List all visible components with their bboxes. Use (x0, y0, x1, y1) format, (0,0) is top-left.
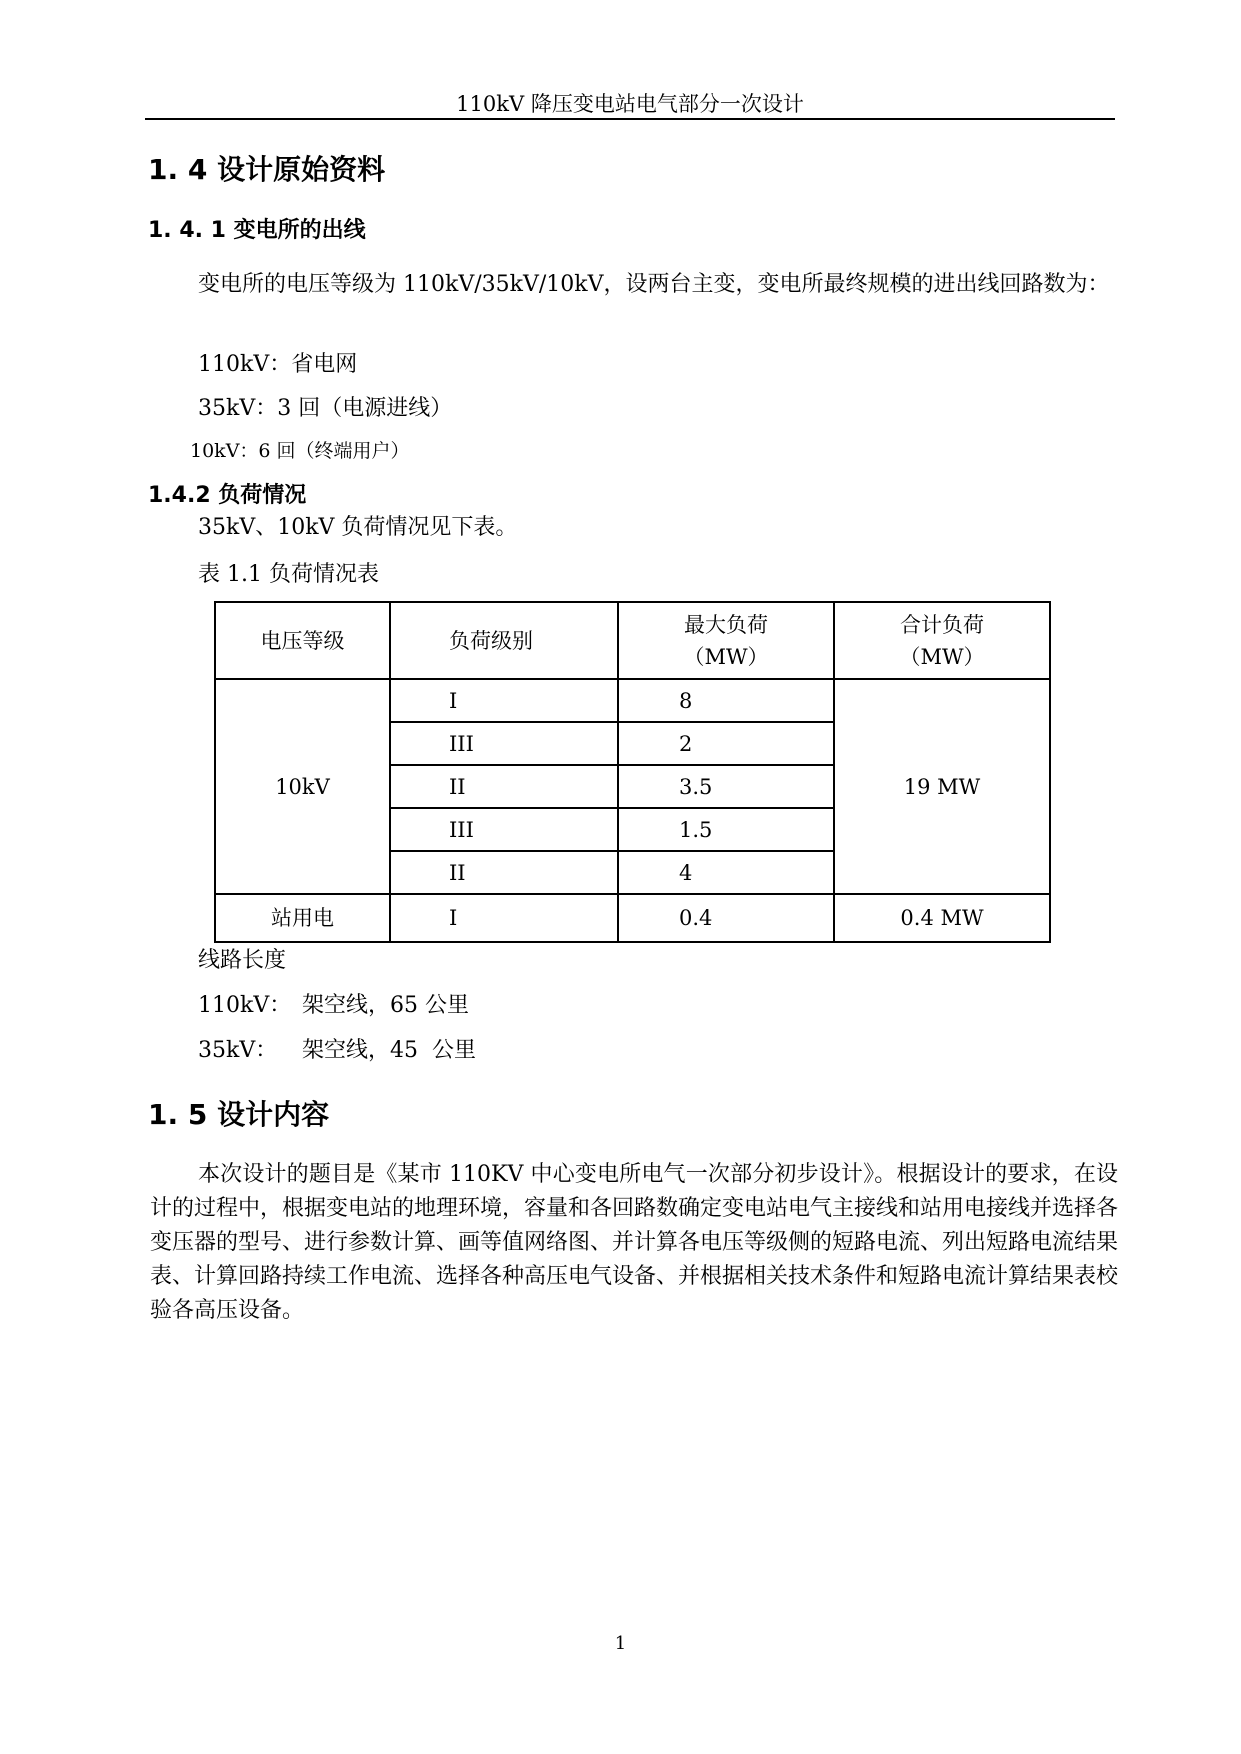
load-intro: 35kV、10kV 负荷情况见下表。 (198, 515, 518, 540)
max-load-cell: 3.5 (618, 765, 834, 808)
max-load-cell: 4 (618, 851, 834, 894)
max-load-cell: 2 (618, 722, 834, 765)
design-content-paragraph: 本次设计的题目是《某市 110KV 中心变电所电气一次部分初步设计》。根据设计的要求，在设计的过程中，根据变电站的地理环境，容量和各回路数确定变电站电气主接线和站用电接线并选择各变压器的型号、进行参数计算、画等值网络图、并计算各电压等级侧的短路电流、列出短路电流结果表、计算回路持续工作电流、选择各种高压电气设备、并根据相关技术条件和短路电流计算结果表校验各高压设备。 (150, 1162, 1119, 1323)
header-total-load: 合计负荷 （MW） (834, 602, 1050, 679)
load-class-cell: III (390, 722, 618, 765)
header-voltage-level: 电压等级 (215, 602, 390, 679)
load-class-cell: III (390, 808, 618, 851)
line-length-title: 线路长度 (198, 948, 287, 973)
table-row (215, 894, 1050, 942)
load-table (214, 601, 1051, 943)
total-load-cell-10kv: 19 MW (834, 679, 1050, 894)
line-length-35kv-voltage: 35kV： (198, 1038, 278, 1063)
header-rule (145, 118, 1115, 120)
table-header-row (215, 602, 1050, 679)
total-load-cell-station: 0.4 MW (834, 894, 1050, 942)
header-max-load: 最大负荷 （MW） (618, 602, 834, 679)
subsection-heading-1-4-2: 1.4.2 负荷情况 (148, 483, 307, 508)
voltage-cell-10kv: 10kV (215, 679, 390, 894)
max-load-cell: 1.5 (618, 808, 834, 851)
subsection-heading-1-4-1: 1. 4. 1 变电所的出线 (148, 218, 366, 243)
section-heading-1-5: 1. 5 设计内容 (148, 1098, 330, 1131)
table-caption: 表 1.1 负荷情况表 (198, 562, 379, 587)
max-load-cell: 8 (618, 679, 834, 722)
outgoing-lines-intro: 变电所的电压等级为 110kV/35kV/10kV，设两台主变，变电所最终规模的进出线回路数为： (198, 272, 1110, 297)
line-item-110kv: 110kV：省电网 (198, 352, 358, 377)
load-class-cell: I (390, 894, 618, 942)
header-load-class: 负荷级别 (390, 602, 618, 679)
line-item-10kv: 10kV：6 回（终端用户） (190, 440, 410, 462)
voltage-cell-station: 站用电 (215, 894, 390, 942)
page-number: 1 (614, 1633, 627, 1654)
section-heading-1-4: 1. 4 设计原始资料 (148, 153, 386, 186)
line-item-35kv: 35kV：3 回（电源进线） (198, 396, 453, 421)
line-length-110kv-voltage: 110kV： (198, 993, 292, 1018)
load-class-cell: II (390, 851, 618, 894)
load-class-cell: II (390, 765, 618, 808)
max-load-cell: 0.4 (618, 894, 834, 942)
line-length-110kv-desc: 架空线，65 公里 (302, 993, 469, 1018)
table-row (215, 679, 1050, 722)
line-length-35kv-desc: 架空线，45 公里 (302, 1038, 476, 1063)
load-class-cell: I (390, 679, 618, 722)
running-header: 110kV 降压变电站电气部分一次设计 (456, 92, 804, 116)
